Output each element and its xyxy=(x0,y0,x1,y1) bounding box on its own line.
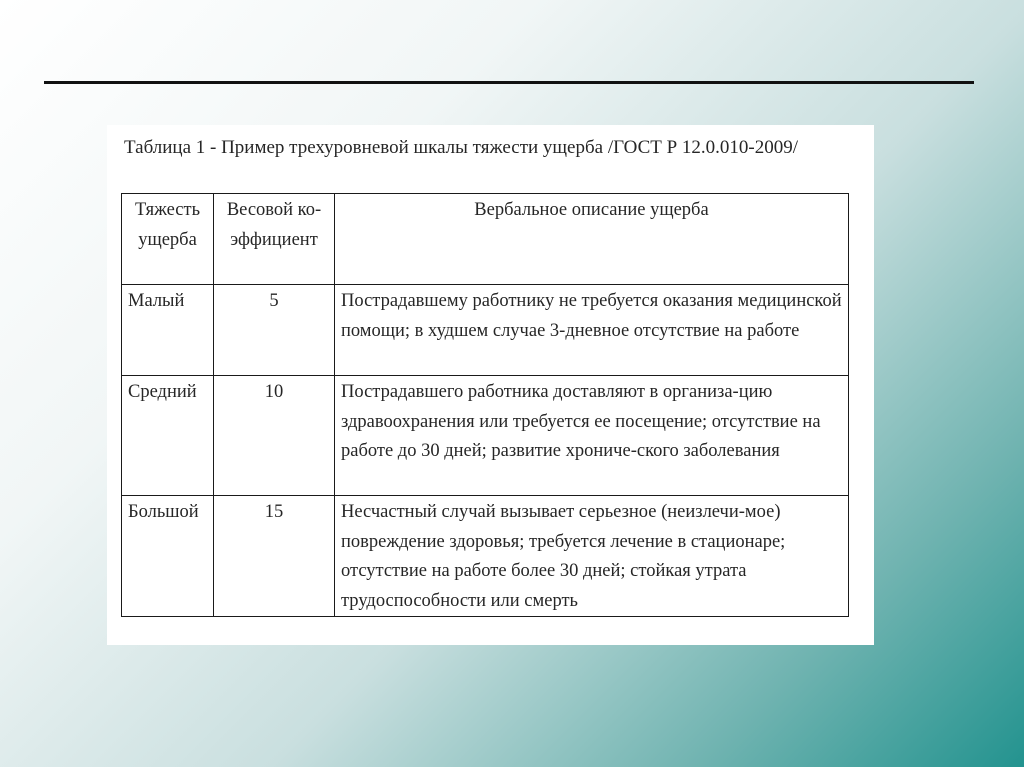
table-caption: Таблица 1 - Пример трехуровневой шкалы тяжести ущерба /ГОСТ Р 12.0.010-2009/ xyxy=(124,137,799,158)
header-weight: Весовой ко-эффициент xyxy=(214,194,335,285)
weight-cell: 10 xyxy=(214,376,335,496)
description-cell: Несчастный случай вызывает серьезное (неизлечи-мое) повреждение здоровья; требуется лечение в стационаре; отсутствие на работе более 30 дней; стойкая утрата трудоспособности или смерть xyxy=(335,496,849,617)
severity-cell: Большой xyxy=(122,496,214,617)
table-row xyxy=(122,496,849,617)
slide-title-underline xyxy=(44,81,974,84)
damage-severity-table xyxy=(121,193,849,617)
weight-cell: 5 xyxy=(214,285,335,376)
header-description: Вербальное описание ущерба xyxy=(335,194,849,285)
severity-cell: Средний xyxy=(122,376,214,496)
document-image xyxy=(107,125,874,645)
header-severity: Тяжесть ущерба xyxy=(122,194,214,285)
table-row xyxy=(122,285,849,376)
table-header-row xyxy=(122,194,849,285)
weight-cell: 15 xyxy=(214,496,335,617)
description-cell: Пострадавшего работника доставляют в организа-цию здравоохранения или требуется ее посещение; отсутствие на работе до 30 дней; развитие хрониче-ского заболевания xyxy=(335,376,849,496)
table-row xyxy=(122,376,849,496)
description-cell: Пострадавшему работнику не требуется оказания медицинской помощи; в худшем случае 3-дневное отсутствие на работе xyxy=(335,285,849,376)
severity-cell: Малый xyxy=(122,285,214,376)
